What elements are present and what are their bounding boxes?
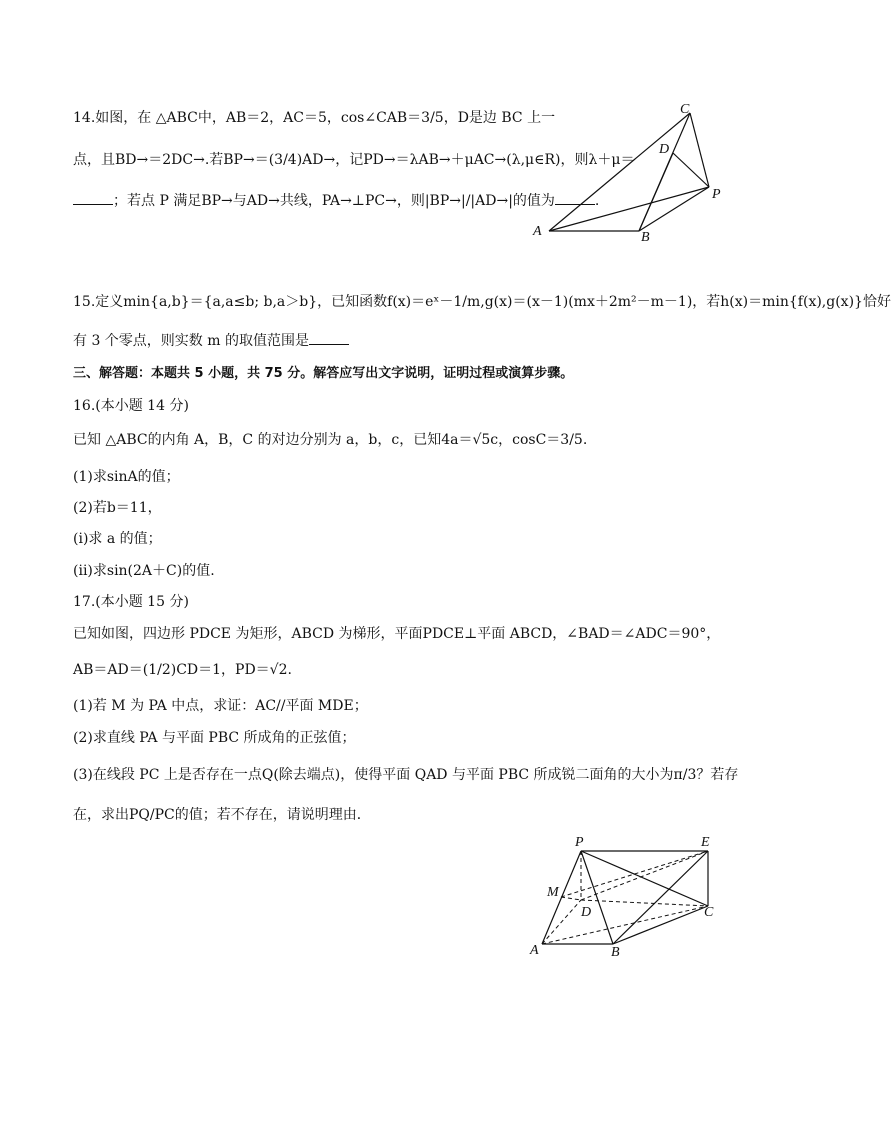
q16-part2i: (i)求 a 的值； [73,531,162,547]
label-B: B [641,230,650,245]
section-heading: 三、解答题：本题共 5 小题，共 75 分。解答应写出文字说明，证明过程或演算步骤。 [73,366,574,381]
answer-blank [309,332,349,345]
label-P: P [575,835,584,850]
q17-title: 17.(本小题 15 分) [73,594,189,610]
q14-line3-text: ；若点 P 满足BP→与AD→共线，PA→⊥PC→，则|BP→|/|AD→|的值为 [113,193,555,209]
q17-stem2: AB＝AD＝(1/2)CD＝1，PD＝√2. [73,662,292,678]
label-P: P [712,187,721,202]
q14-line1: 14.如图，在 △ABC中，AB＝2，AC＝5，cos∠CAB＝3/5，D是边 BC 上一 [73,110,556,126]
q14-figure [525,95,730,245]
q16-part2: (2)若b＝11， [73,500,162,516]
label-E: E [701,835,710,850]
q17-part2: (2)求直线 PA 与平面 PBC 所成角的正弦值； [73,730,356,746]
q16-stem: 已知 △ABC的内角 A，B，C 的对边分别为 a，b，c，已知4a＝√5c，cosC＝3/5. [73,432,588,448]
label-D: D [581,905,592,920]
q16-title: 16.(本小题 14 分) [73,398,189,414]
answer-blank [73,192,113,205]
q17-part1: (1)若 M 为 PA 中点，求证：AC//平面 MDE； [73,698,368,714]
q14-line2: 点，且BD→＝2DC→.若BP→＝(3/4)AD→，记PD→＝λAB→＋μAC→(λ,μ∈R)，则λ＋μ＝ [73,152,635,168]
q14-line3-end: . [594,193,600,209]
q15-line1: 15.定义min{a,b}＝{a,a≤b; b,a＞b}，已知函数f(x)＝eˣ－1/m,g(x)＝(x－1)(mx＋2m²－m－1)，若h(x)＝min{f(x),g(x)}恰好 [73,294,891,310]
q17-stem1: 已知如图，四边形 PDCE 为矩形，ABCD 为梯形，平面PDCE⊥平面 ABCD，∠BAD＝∠ADC＝90°， [73,626,721,642]
q15-line2 [73,331,349,351]
label-A: A [533,224,542,239]
label-C: C [680,102,690,117]
label-B: B [611,945,620,960]
q17-part3a: (3)在线段 PC 上是否存在一点Q(除去端点)，使得平面 QAD 与平面 PBC 所成锐二面角的大小为π/3？若存 [73,767,739,783]
q15-line2-text: 有 3 个零点，则实数 m 的取值范围是 [73,333,309,349]
q16-part2ii: (ii)求sin(2A＋C)的值. [73,563,215,579]
q14-line3 [73,191,599,211]
label-C: C [704,905,714,920]
label-D: D [659,142,670,157]
q17-figure [525,830,725,960]
label-M: M [547,885,559,900]
q16-part1: (1)求sinA的值； [73,469,180,485]
label-A: A [530,943,539,958]
q17-part3b: 在，求出PQ/PC的值；若不存在，请说明理由． [73,807,371,823]
